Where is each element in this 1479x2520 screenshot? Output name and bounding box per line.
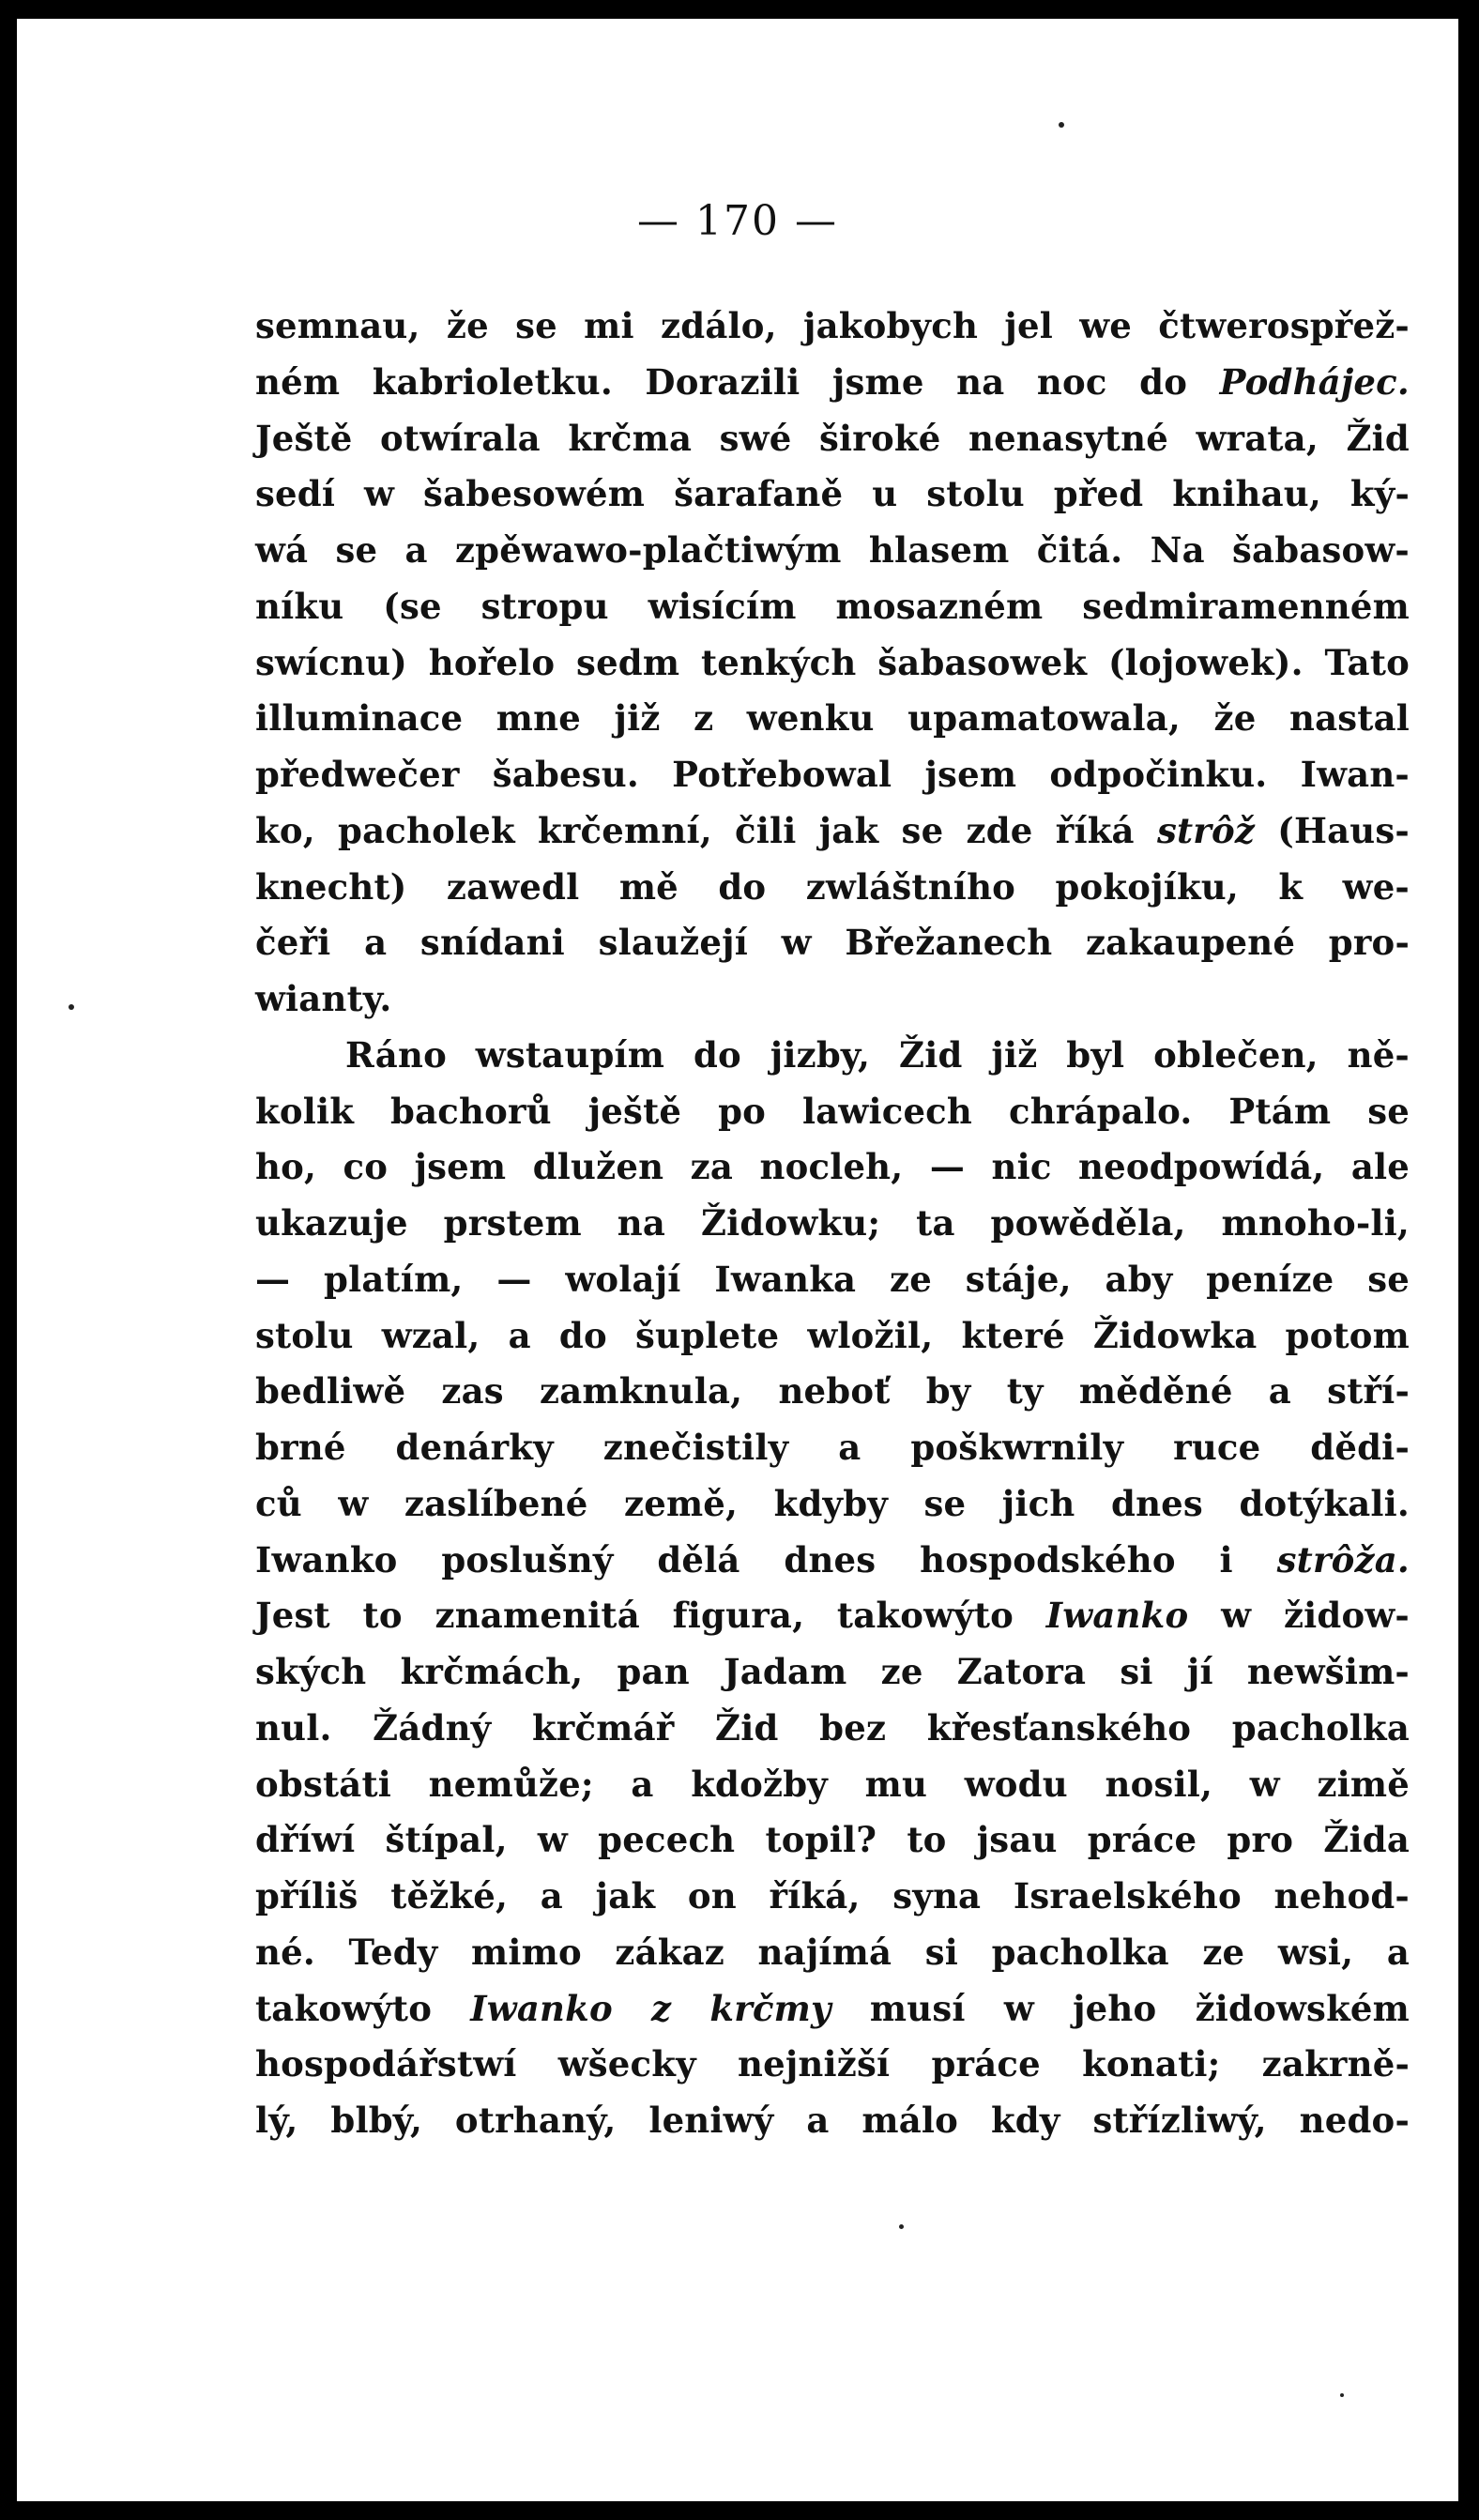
book-page — [17, 19, 1458, 2501]
scan-speck — [899, 2224, 904, 2229]
text-line: illuminace mne již z wenku upamatowala, že nastal — [255, 697, 1410, 740]
text-line: sedí w šabesowém šarafaně u stolu před knihau, ký- — [255, 473, 1410, 515]
text-line: ců w zaslíbené země, kdyby se jich dnes dotýkali. — [255, 1482, 1410, 1524]
text-line: knecht) zawedl mě do zwláštního pokojíku, k we- — [255, 865, 1410, 908]
text-line: wá se a zpěwawo-plačtiwým hlasem čitá. Na šabasow- — [255, 529, 1410, 571]
text-line: čeři a snídani slaužejí w Břežanech zakaupené pro- — [255, 922, 1410, 964]
text-line: ukazuje prstem na Židowku; ta powěděla, mnoho-li, — [255, 1202, 1410, 1244]
text-line: předwečer šabesu. Potřebowal jsem odpočinku. Iwan- — [255, 754, 1410, 795]
text-line: bedliwě zas zamknula, neboť by ty měděné a stří- — [255, 1370, 1410, 1413]
text-line: obstáti nemůže; a kdožby mu wodu nosil, w zimě — [255, 1763, 1410, 1805]
text-line: Iwanko poslušný dělá dnes hospodského i strôža. — [255, 1538, 1410, 1581]
italic-name: Iwanko — [1045, 1595, 1189, 1637]
text-line: — platím, — wolají Iwanka ze stáje, aby peníze se — [255, 1258, 1410, 1300]
text-line: semnau, že se mi zdálo, jakobych jel we čtwerospřež- — [255, 305, 1410, 346]
text-line: Jest to znamenitá figura, takowýto Iwanko w židow- — [255, 1595, 1410, 1637]
page-number-header: — 170 — — [637, 197, 838, 245]
text-line: takowýto Iwanko z krčmy musí w jeho židowském — [255, 1987, 1410, 2029]
italic-name: Iwanko z krčmy — [470, 1987, 831, 2029]
text-line: ho, co jsem dlužen za nocleh, — nic neodpowídá, ale — [255, 1146, 1410, 1188]
text-line: dříwí štípal, w pecech topil? to jsau práce pro Žida — [255, 1819, 1410, 1861]
text-line: brné denárky znečistily a poškwrnily ruce dědi- — [255, 1427, 1410, 1468]
text-line: swícnu) hořelo sedm tenkých šabasowek (lojowek). Tato — [255, 641, 1410, 683]
italic-term: strôža. — [1276, 1538, 1410, 1581]
text-line: příliš těžké, a jak on říká, syna Israelského nehod- — [255, 1875, 1410, 1917]
text-line: ném kabrioletku. Dorazili jsme na noc do Podhájec. — [255, 360, 1410, 403]
scan-speck — [1340, 2393, 1344, 2397]
text-line: ských krčmách, pan Jadam ze Zatora si jí newšim- — [255, 1651, 1410, 1692]
place-name: Podhájec. — [1219, 360, 1410, 403]
text-line: stolu wzal, a do šuplete wložil, které Židowka potom — [255, 1314, 1410, 1356]
paragraph-start-line: Ráno wstaupím do jizby, Žid již byl oblečen, ně- — [345, 1033, 1410, 1076]
text-line: kolik bachorů ještě po lawicech chrápalo. Ptám se — [255, 1090, 1410, 1132]
scan-speck — [1059, 122, 1064, 128]
text-line: nul. Žádný krčmář Žid bez křesťanského pacholka — [255, 1706, 1410, 1749]
text-line: né. Tedy mimo zákaz najímá si pacholka ze wsi, a — [255, 1931, 1410, 1973]
text-line: Ještě otwírala krčma swé široké nenasytné wrata, Žid — [255, 417, 1410, 459]
scan-speck — [69, 1004, 74, 1010]
text-line: níku (se stropu wisícím mosazném sedmiramenném — [255, 585, 1410, 627]
text-line: ko, pacholek krčemní, čili jak se zde říká strôž (Haus- — [255, 809, 1410, 851]
text-line: hospodářstwí wšecky nejnižší práce konati; zakrně- — [255, 2043, 1410, 2085]
text-line: wianty. — [255, 978, 392, 1019]
italic-term: strôž — [1156, 809, 1256, 851]
body-text — [255, 298, 1410, 2149]
text-line: lý, blbý, otrhaný, leniwý a málo kdy střízliwý, nedo- — [255, 2100, 1410, 2141]
